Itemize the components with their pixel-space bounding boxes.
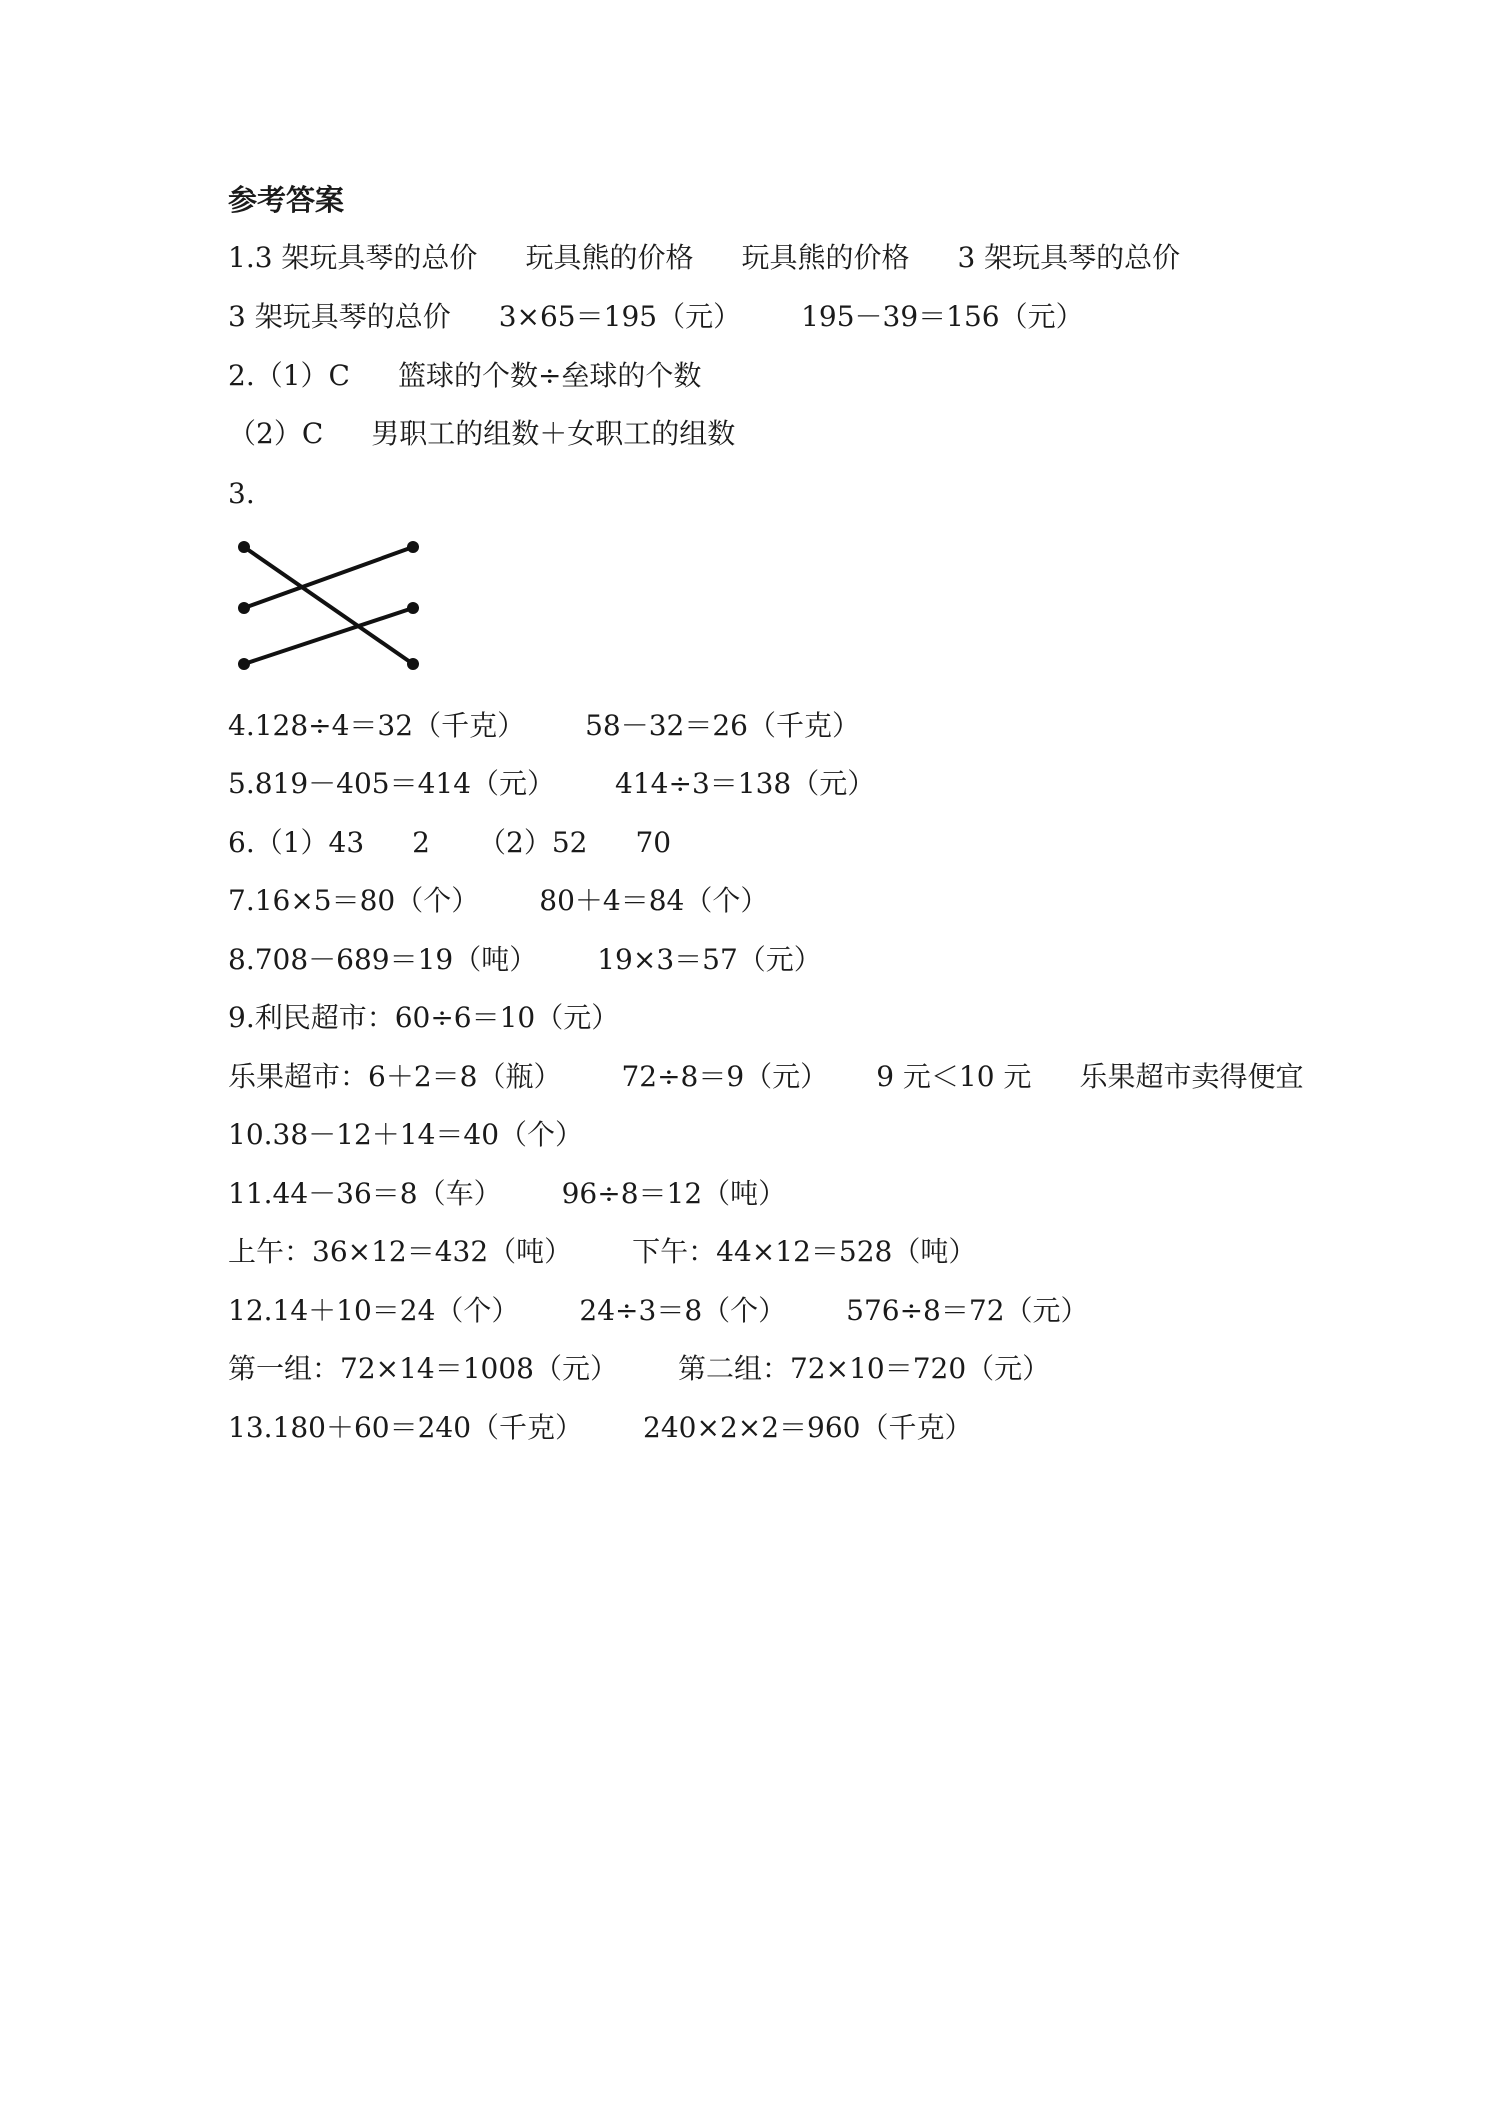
answer-9-part-a: 9.利民超市：60÷6＝10（元） xyxy=(228,1001,620,1034)
answer-12-part-e: 第二组：72×10＝720（元） xyxy=(677,1352,1051,1385)
right-dot-3 xyxy=(407,658,419,670)
answer-11-part-b: 96÷8＝12（吨） xyxy=(561,1177,787,1210)
answer-2-line-1 xyxy=(228,356,701,396)
answer-1-part-b: 玩具熊的价格 xyxy=(525,241,694,274)
answer-7-line xyxy=(228,881,768,921)
answer-12-line-1 xyxy=(228,1291,1089,1331)
answer-8-line xyxy=(228,940,822,980)
answer-2-part-a: 2.（1）C xyxy=(228,359,350,392)
answer-6-part-c: （2）52 xyxy=(478,826,588,859)
answer-1-part-f: 3×65＝195（元） xyxy=(498,300,742,333)
answer-9-part-b: 乐果超市：6＋2＝8（瓶） xyxy=(228,1060,562,1093)
answer-10-line xyxy=(228,1115,583,1155)
answer-1-part-c: 玩具熊的价格 xyxy=(741,241,910,274)
answer-8-part-b: 19×3＝57（元） xyxy=(597,943,822,976)
left-dot-3 xyxy=(238,658,250,670)
answer-6-part-d: 70 xyxy=(635,826,672,859)
answer-12-part-d: 第一组：72×14＝1008（元） xyxy=(228,1352,618,1385)
answer-5-line xyxy=(228,764,875,804)
answer-2-line-2 xyxy=(228,414,735,454)
answer-6-part-b: 2 xyxy=(412,826,430,859)
answer-1-part-e: 3 架玩具琴的总价 xyxy=(228,300,451,333)
answer-6-part-a: 6.（1）43 xyxy=(228,826,365,859)
answer-9-part-c: 72÷8＝9（元） xyxy=(621,1060,829,1093)
answer-12-line-2 xyxy=(228,1349,1050,1389)
answer-11-line-1 xyxy=(228,1174,786,1214)
answer-1-part-g: 195－39＝156（元） xyxy=(801,300,1084,333)
answer-12-part-b: 24÷3＝8（个） xyxy=(579,1294,787,1327)
answer-9-part-d: 9 元＜10 元 xyxy=(876,1060,1032,1093)
matching-lines-diagram xyxy=(228,533,428,678)
answer-12-part-c: 576÷8＝72（元） xyxy=(846,1294,1089,1327)
answer-2-part-d: 男职工的组数＋女职工的组数 xyxy=(371,417,736,450)
answer-4-part-b: 58－32＝26（千克） xyxy=(585,709,860,742)
answer-10-part-a: 10.38－12＋14＝40（个） xyxy=(228,1118,584,1151)
answer-4-line xyxy=(228,706,860,746)
left-dot-2 xyxy=(238,602,250,614)
answer-2-part-b: 篮球的个数÷垒球的个数 xyxy=(397,359,702,392)
answer-6-line xyxy=(228,823,671,863)
page-title: 参考答案 xyxy=(228,183,345,217)
answer-11-line-2 xyxy=(228,1232,976,1272)
matching-line-1 xyxy=(244,547,413,664)
answer-3-label: 3. xyxy=(228,477,255,510)
left-dot-1 xyxy=(238,541,250,553)
answer-5-part-a: 5.819－405＝414（元） xyxy=(228,767,556,800)
matching-line-3 xyxy=(244,608,413,664)
matching-line-2 xyxy=(244,547,413,608)
answer-11-part-c: 上午：36×12＝432（吨） xyxy=(228,1235,573,1268)
answer-7-part-a: 7.16×5＝80（个） xyxy=(228,884,480,917)
right-dot-2 xyxy=(407,602,419,614)
answer-12-part-a: 12.14＋10＝24（个） xyxy=(228,1294,520,1327)
answer-7-part-b: 80＋4＝84（个） xyxy=(539,884,769,917)
answer-13-line xyxy=(228,1408,973,1448)
answer-11-part-a: 11.44－36＝8（车） xyxy=(228,1177,502,1210)
answer-9-line-2 xyxy=(228,1057,1303,1097)
answer-1-line-2 xyxy=(228,297,1084,337)
answer-4-part-a: 4.128÷4＝32（千克） xyxy=(228,709,526,742)
answer-8-part-a: 8.708－689＝19（吨） xyxy=(228,943,538,976)
answer-1-part-d: 3 架玩具琴的总价 xyxy=(957,241,1181,274)
answer-1-line-1 xyxy=(228,238,1180,278)
answer-13-part-b: 240×2×2＝960（千克） xyxy=(643,1411,973,1444)
answer-1-part-a: 1.3 架玩具琴的总价 xyxy=(228,241,478,274)
answer-9-part-e: 乐果超市卖得便宜 xyxy=(1079,1060,1304,1093)
answer-9-line-1 xyxy=(228,998,619,1038)
answer-5-part-b: 414÷3＝138（元） xyxy=(615,767,876,800)
right-dot-1 xyxy=(407,541,419,553)
answer-2-part-c: （2）C xyxy=(228,417,324,450)
answer-13-part-a: 13.180＋60＝240（千克） xyxy=(228,1411,584,1444)
answer-11-part-d: 下午：44×12＝528（吨） xyxy=(632,1235,977,1268)
